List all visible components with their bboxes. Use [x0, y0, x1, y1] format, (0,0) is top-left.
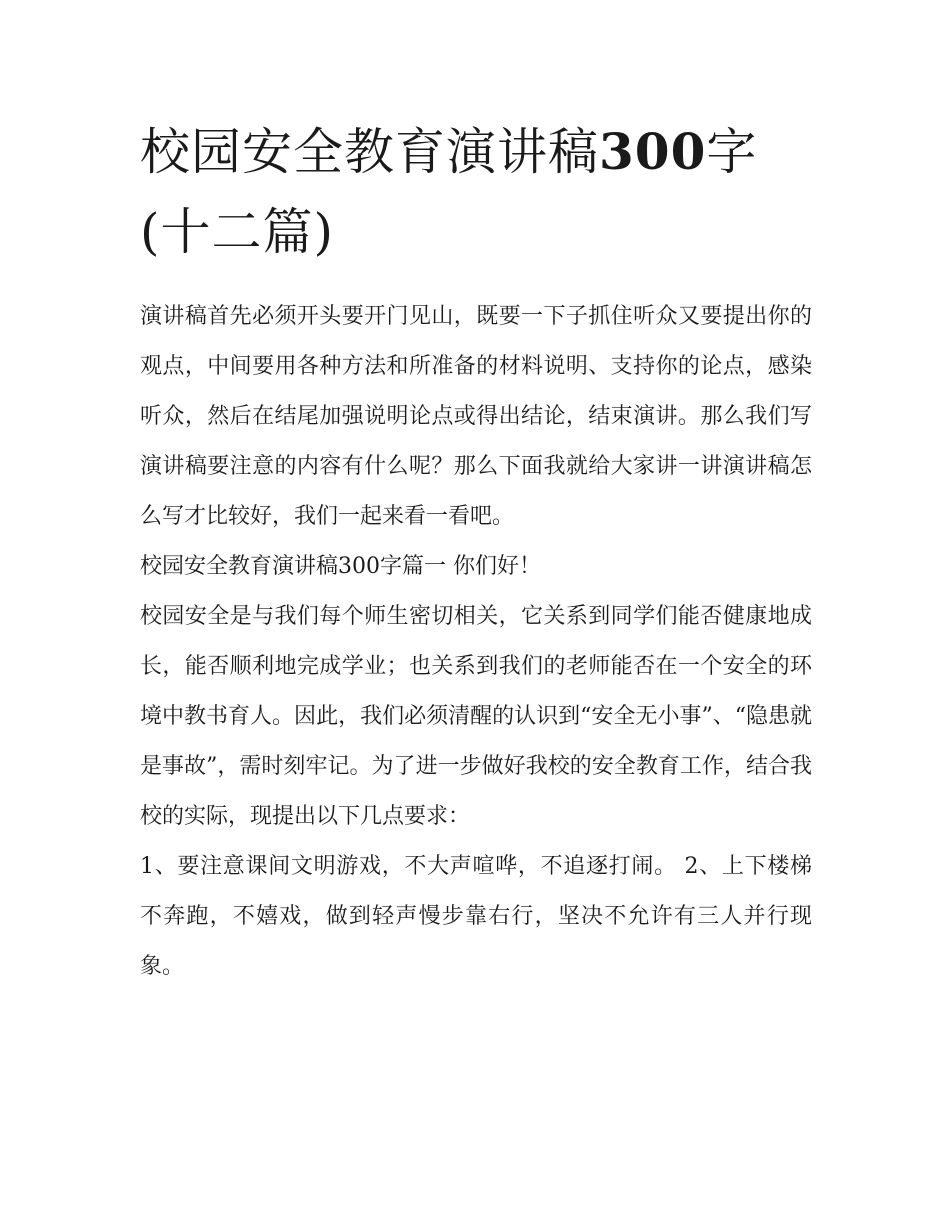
intro-paragraph: 演讲稿首先必须开头要开门见山，既要一下子抓住听众又要提出你的观点，中间要用各种方法和所准备的材料说明、支持你的论点，感染听众，然后在结尾加强说明论点或得出结论，结束演讲。那么我们写演讲稿要注意的内容有什么呢？那么下面我就给大家讲一讲演讲稿怎么写才比较好，我们一起来看一看吧。 — [140, 304, 812, 529]
document-title — [140, 112, 812, 272]
document-page — [140, 112, 812, 992]
section-heading-paragraph: 校园安全教育演讲稿300字篇一 你们好！ — [140, 554, 541, 579]
title-part-1: 校园安全教育演讲稿 — [140, 123, 599, 181]
title-part-number: 300 — [599, 122, 707, 181]
title-part-2: 字(十二篇) — [140, 123, 758, 261]
document-body — [140, 292, 812, 992]
body-paragraph: 校园安全是与我们每个师生密切相关，它关系到同学们能否健康地成长，能否顺利地完成学业；也关系到我们的老师能否在一个安全的环境中教书育人。因此，我们必须清醒的认识到“安全无小事”、“隐患就是事故”，需时刻牢记。为了进一步做好我校的安全教育工作，结合我校的实际，现提出以下几点要求： — [140, 604, 812, 829]
rules-paragraph: 1、要注意课间文明游戏，不大声喧哗，不追逐打闹。 2、上下楼梯不奔跑，不嬉戏，做到轻声慢步靠右行，坚决不允许有三人并行现象。 — [140, 854, 812, 979]
